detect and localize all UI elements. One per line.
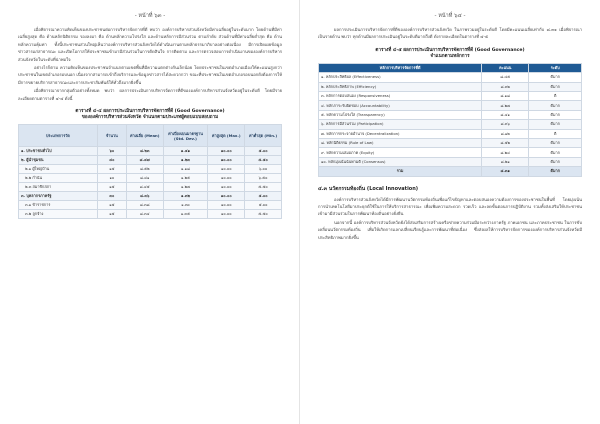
table-cell: ๖.๐๐: [245, 165, 282, 174]
table-cell: ๑๐.๐๐: [208, 156, 245, 165]
page-number: - หน้าที่ ๖๔ -: [434, 13, 466, 19]
table-header-cell: คะแนน: [482, 64, 529, 73]
table-header-cell: ค่าเฉลี่ย (Mean): [126, 125, 163, 147]
table-cell: ๕.๕๐: [245, 183, 282, 192]
table-cell: ๕.๕๐: [245, 156, 282, 165]
table-cell: ๘.๔๑: [482, 110, 529, 119]
table-caption: [18, 109, 282, 121]
table-header-cell: ค่าต่ำสุด (Min.): [245, 125, 282, 147]
table-cell: ๕.๐๐: [245, 147, 282, 156]
table-cell: ๔. หลักภาระรับผิดชอบ (Accountability): [319, 101, 482, 110]
table-row: [319, 101, 582, 110]
table-cell: ๖. หลักการมีส่วนร่วม (Participation): [319, 120, 482, 129]
table-cell: ๘.๔๕: [126, 183, 163, 192]
table-header-cell: จำนวน: [97, 125, 126, 147]
table-row: [319, 73, 582, 82]
table-header-cell: ประเภทการวัด: [19, 125, 98, 147]
table-cell: ๘.๓๖: [482, 120, 529, 129]
table-cell: ๕. หลักความโปร่งใส (Transparency): [319, 110, 482, 119]
table-cell: ดีมาก: [529, 157, 582, 166]
table-cell: รวม: [319, 167, 482, 176]
governance-table: [318, 63, 582, 176]
table-cell: ๘.๓๑: [482, 167, 529, 176]
table-cell: ๑.๔๑: [163, 147, 208, 156]
table-cell: ๗. หลักการกระจายอำนาจ (Decentralization): [319, 129, 482, 138]
table-cell: ดีมาก: [529, 82, 582, 91]
table-cell: ๓.๑ ข้าราชการ: [19, 201, 98, 210]
table-header-cell: ระดับ: [529, 64, 582, 73]
table-header-cell: ค่าเบี่ยงเบนมาตรฐาน (Std. Dev.): [163, 125, 208, 147]
table-cell: ๑.๓๒: [163, 192, 208, 201]
table-cell: ดี: [529, 92, 582, 101]
table-row: [319, 110, 582, 119]
table-row: [319, 82, 582, 91]
table-cell: ๑๐.๐๐: [208, 192, 245, 201]
table-cell: ๓.๒ ลูกจ้าง: [19, 210, 98, 219]
table-cell: ดีมาก: [529, 73, 582, 82]
table-cell: ๒. หลักประสิทธิภาพ (Efficiency): [319, 82, 482, 91]
table-caption-line: ขององค์การบริหารส่วนจังหวัด จำแนกตามประเภทผู้ตอบแบบสอบถาม: [81, 115, 219, 121]
table-row: [319, 120, 582, 129]
table-cell: ๘. หลักนิติธรรม (Rule of Law): [319, 138, 482, 147]
table-row: [319, 92, 582, 101]
table-cell: ๔๐: [97, 156, 126, 165]
body-paragraph: องค์การบริหารส่วนจังหวัดได้มีการพัฒนานวัตกรรมท้องถิ่นเพื่อแก้ไขปัญหาและตอบสนองความต้องการของประชาชนในพื้นที่ โดยมุ่งเน้นการนำเทคโนโลยีมาประยุกต์ใช้ในการให้บริการสาธารณะ เพื่อเพิ่มความสะดวก รวดเร็ว และลดขั้นตอนการปฏิบัติงาน รวมทั้งส่งเสริมให้ประชาชนเข้ามามีส่วนร่วมในการพัฒนาท้องถิ่นอย่างยั่งยืน: [318, 196, 582, 217]
table-cell: ๒.๓ สมาชิกสภา: [19, 183, 98, 192]
table-cell: ๑๐.๐๐: [208, 210, 245, 219]
table-row: [319, 129, 582, 138]
right-page: [300, 0, 600, 424]
table-cell: ดีมาก: [529, 101, 582, 110]
table-row: [19, 147, 282, 156]
table-cell: ๘.๕๒: [126, 165, 163, 174]
table-cell: ๘.๓๔: [126, 210, 163, 219]
table-cell: ๒.๒ กำนัน: [19, 174, 98, 183]
table-cell: ๖๐: [97, 147, 126, 156]
body-paragraph: นอกจากนี้ องค์การบริหารส่วนจังหวัดยังได้ส่งเสริมการสร้างเครือข่ายความร่วมมือระหว่างภาครัฐ ภาคเอกชน และภาคประชาชน ในการขับเคลื่อนนวัตกรรมท้องถิ่น เพื่อให้เกิดการแลกเปลี่ยนเรียนรู้และการพัฒนาที่ต่อเนื่อง ซึ่งส่งผลให้การบริหารจัดการขององค์การบริหารส่วนจังหวัดมีประสิทธิภาพมากยิ่งขึ้น: [318, 219, 582, 240]
body-paragraph: เมื่อพิจารณาจากกลุ่มตัวอย่างทั้งหมด พบว่า ผลการประเมินการบริหารจัดการที่ดีขององค์การบริหารส่วนจังหวัดอยู่ในระดับดี โดยมีรายละเอียดตามตารางที่ ๔-๔ ดังนี้: [18, 88, 282, 101]
body-paragraph: ผลการประเมินการบริหารจัดการที่ดีขององค์การบริหารส่วนจังหวัด ในภาพรวมอยู่ในระดับดี โดยมีคะแนนเฉลี่ยเท่ากับ ๘.๓๑ เมื่อพิจารณาเป็นรายด้าน พบว่า ทุกด้านมีผลการประเมินอยู่ในระดับดีมากถึงดี ดังรายละเอียดในตารางที่ ๔-๕: [318, 27, 582, 40]
table-cell: ๑.๒๓: [163, 156, 208, 165]
table-cell: ๕.๐๐: [245, 192, 282, 201]
table-cell: ๘.๒๑: [482, 157, 529, 166]
body-paragraph: เมื่อพิจารณาความคิดเห็นของประชาชนต่อการบริหารจัดการที่ดี พบว่า องค์การบริหารส่วนจังหวัดมีค่าเฉลี่ยอยู่ในระดับมาก โดยด้านที่มีค่าเฉลี่ยสูงสุด คือ ด้านหลักนิติธรรม รองลงมา คือ ด้านหลักความโปร่งใส และด้านหลักการมีส่วนร่วม ตามลำดับ ส่วนด้านที่มีค่าเฉลี่ยต่ำสุด คือ ด้านหลักความคุ้มค่า ทั้งนี้ประชาชนส่วนใหญ่เห็นว่าองค์การบริหารส่วนจังหวัดได้ดำเนินงานตามหลักธรรมาภิบาลอย่างต่อเนื่อง มีการเปิดเผยข้อมูลข่าวสารแก่สาธารณะ และเปิดโอกาสให้ประชาชนเข้ามามีส่วนร่วมในการตัดสินใจ การติดตาม และการตรวจสอบการดำเนินงานขององค์การบริหารส่วนจังหวัดในระดับที่น่าพอใจ: [18, 27, 282, 62]
table-cell: ๑๕: [97, 165, 126, 174]
table-row: [19, 201, 282, 210]
table-cell: ๑.๒๕: [163, 174, 208, 183]
table-row: [19, 210, 282, 219]
table-cell: ดี: [529, 129, 582, 138]
table-header-cell: ค่าสูงสุด (Max.): [208, 125, 245, 147]
table-cell: ๙. หลักความเสมอภาค (Equity): [319, 148, 482, 157]
table-row: [19, 165, 282, 174]
table-cell: ๑๕: [97, 210, 126, 219]
table-cell: ๑.๓๕: [163, 210, 208, 219]
table-cell: ๘.๑๒: [482, 129, 529, 138]
body-paragraph: อย่างไรก็ตาม ความคิดเห็นของประชาชนจำแนกตามเขตพื้นที่มีความแตกต่างกันเล็กน้อย โดยประชาชนในเขตอำเภอเมืองให้คะแนนสูงกว่าประชาชนในเขตอำเภอรอบนอก เนื่องจากสามารถเข้าถึงบริการและข้อมูลข่าวสารได้สะดวกกว่า ขณะที่ประชาชนในเขตอำเภอรอบนอกยังต้องการให้มีการขยายบริการสาธารณะและการประชาสัมพันธ์ให้ทั่วถึงมากยิ่งขึ้น: [18, 65, 282, 85]
table-cell: ๑๐: [97, 174, 126, 183]
table-cell: ๒. ผู้นำชุมชน: [19, 156, 98, 165]
governance-table-body: [319, 73, 582, 176]
table-total-row: [319, 167, 582, 176]
table-caption: [318, 48, 582, 60]
table-cell: ๘.๑๘: [482, 92, 529, 101]
table-cell: ๕.๐๐: [245, 201, 282, 210]
table-header-row: [19, 125, 282, 147]
table-cell: ๘.๓๘: [126, 201, 163, 210]
assessment-table: [18, 124, 282, 219]
table-cell: ๘.๕๒: [482, 138, 529, 147]
table-cell: ดีมาก: [529, 120, 582, 129]
table-cell: ๘.๔๗: [126, 156, 163, 165]
table-cell: ๘.๒๔: [482, 148, 529, 157]
table-cell: ๓๐: [97, 192, 126, 201]
section-heading: ๔.๓ นวัตกรรมท้องถิ่น (Local Innovation): [318, 185, 419, 192]
table-cell: ๑๐.๐๐: [208, 183, 245, 192]
table-header-row: [319, 64, 582, 73]
table-caption-line: ตารางที่ ๔-๔ ผลการประเมินการบริหารจัดการที่ดี (Good Governance): [75, 109, 225, 115]
table-row: [319, 157, 582, 166]
table-cell: ๑. ประชาชนทั่วไป: [19, 147, 98, 156]
table-cell: ๘.๒๗: [482, 101, 529, 110]
table-cell: ๘.๒๓: [126, 147, 163, 156]
table-row: [19, 174, 282, 183]
table-row: [19, 192, 282, 201]
table-header-cell: หลักการบริหารจัดการที่ดี: [319, 64, 482, 73]
table-cell: ดีมาก: [529, 110, 582, 119]
table-cell: ๓. บุคลากรภาครัฐ: [19, 192, 98, 201]
table-cell: ๓. หลักการตอบสนอง (Responsiveness): [319, 92, 482, 101]
table-cell: ๑๕: [97, 183, 126, 192]
table-caption-line: จำแนกตามหลักการ: [430, 54, 470, 60]
table-cell: ๕.๕๐: [245, 210, 282, 219]
table-cell: ๘.๓๖: [126, 192, 163, 201]
table-cell: ๑๐.๐๐: [208, 147, 245, 156]
table-cell: ดีมาก: [529, 167, 582, 176]
table-cell: ๑๕: [97, 201, 126, 210]
table-cell: ดีมาก: [529, 138, 582, 147]
table-row: [19, 156, 282, 165]
table-cell: ๑. หลักประสิทธิผล (Effectiveness): [319, 73, 482, 82]
table-caption-line: ตารางที่ ๔-๕ ผลการประเมินการบริหารจัดการที่ดี (Good Governance): [375, 47, 525, 53]
table-cell: ๑๐. หลักมุ่งเน้นฉันทามติ (Consensus): [319, 157, 482, 166]
table-cell: ๑.๑๘: [163, 165, 208, 174]
table-cell: ๖.๕๐: [245, 174, 282, 183]
table-cell: ๑๐.๐๐: [208, 174, 245, 183]
assessment-table-body: [19, 147, 282, 219]
table-cell: ๒.๑ ผู้ใหญ่บ้าน: [19, 165, 98, 174]
page-number: - หน้าที่ ๖๓ -: [134, 13, 166, 19]
table-row: [19, 183, 282, 192]
table-row: [319, 138, 582, 147]
table-cell: ๑.๒๗: [163, 183, 208, 192]
table-cell: ๑.๓๐: [163, 201, 208, 210]
table-cell: ๘.๔๑: [126, 174, 163, 183]
table-row: [319, 148, 582, 157]
table-cell: ๘.๓๒: [482, 82, 529, 91]
table-cell: ๘.๔๕: [482, 73, 529, 82]
table-cell: ๑๐.๐๐: [208, 165, 245, 174]
table-cell: ดีมาก: [529, 148, 582, 157]
table-cell: ๑๐.๐๐: [208, 201, 245, 210]
